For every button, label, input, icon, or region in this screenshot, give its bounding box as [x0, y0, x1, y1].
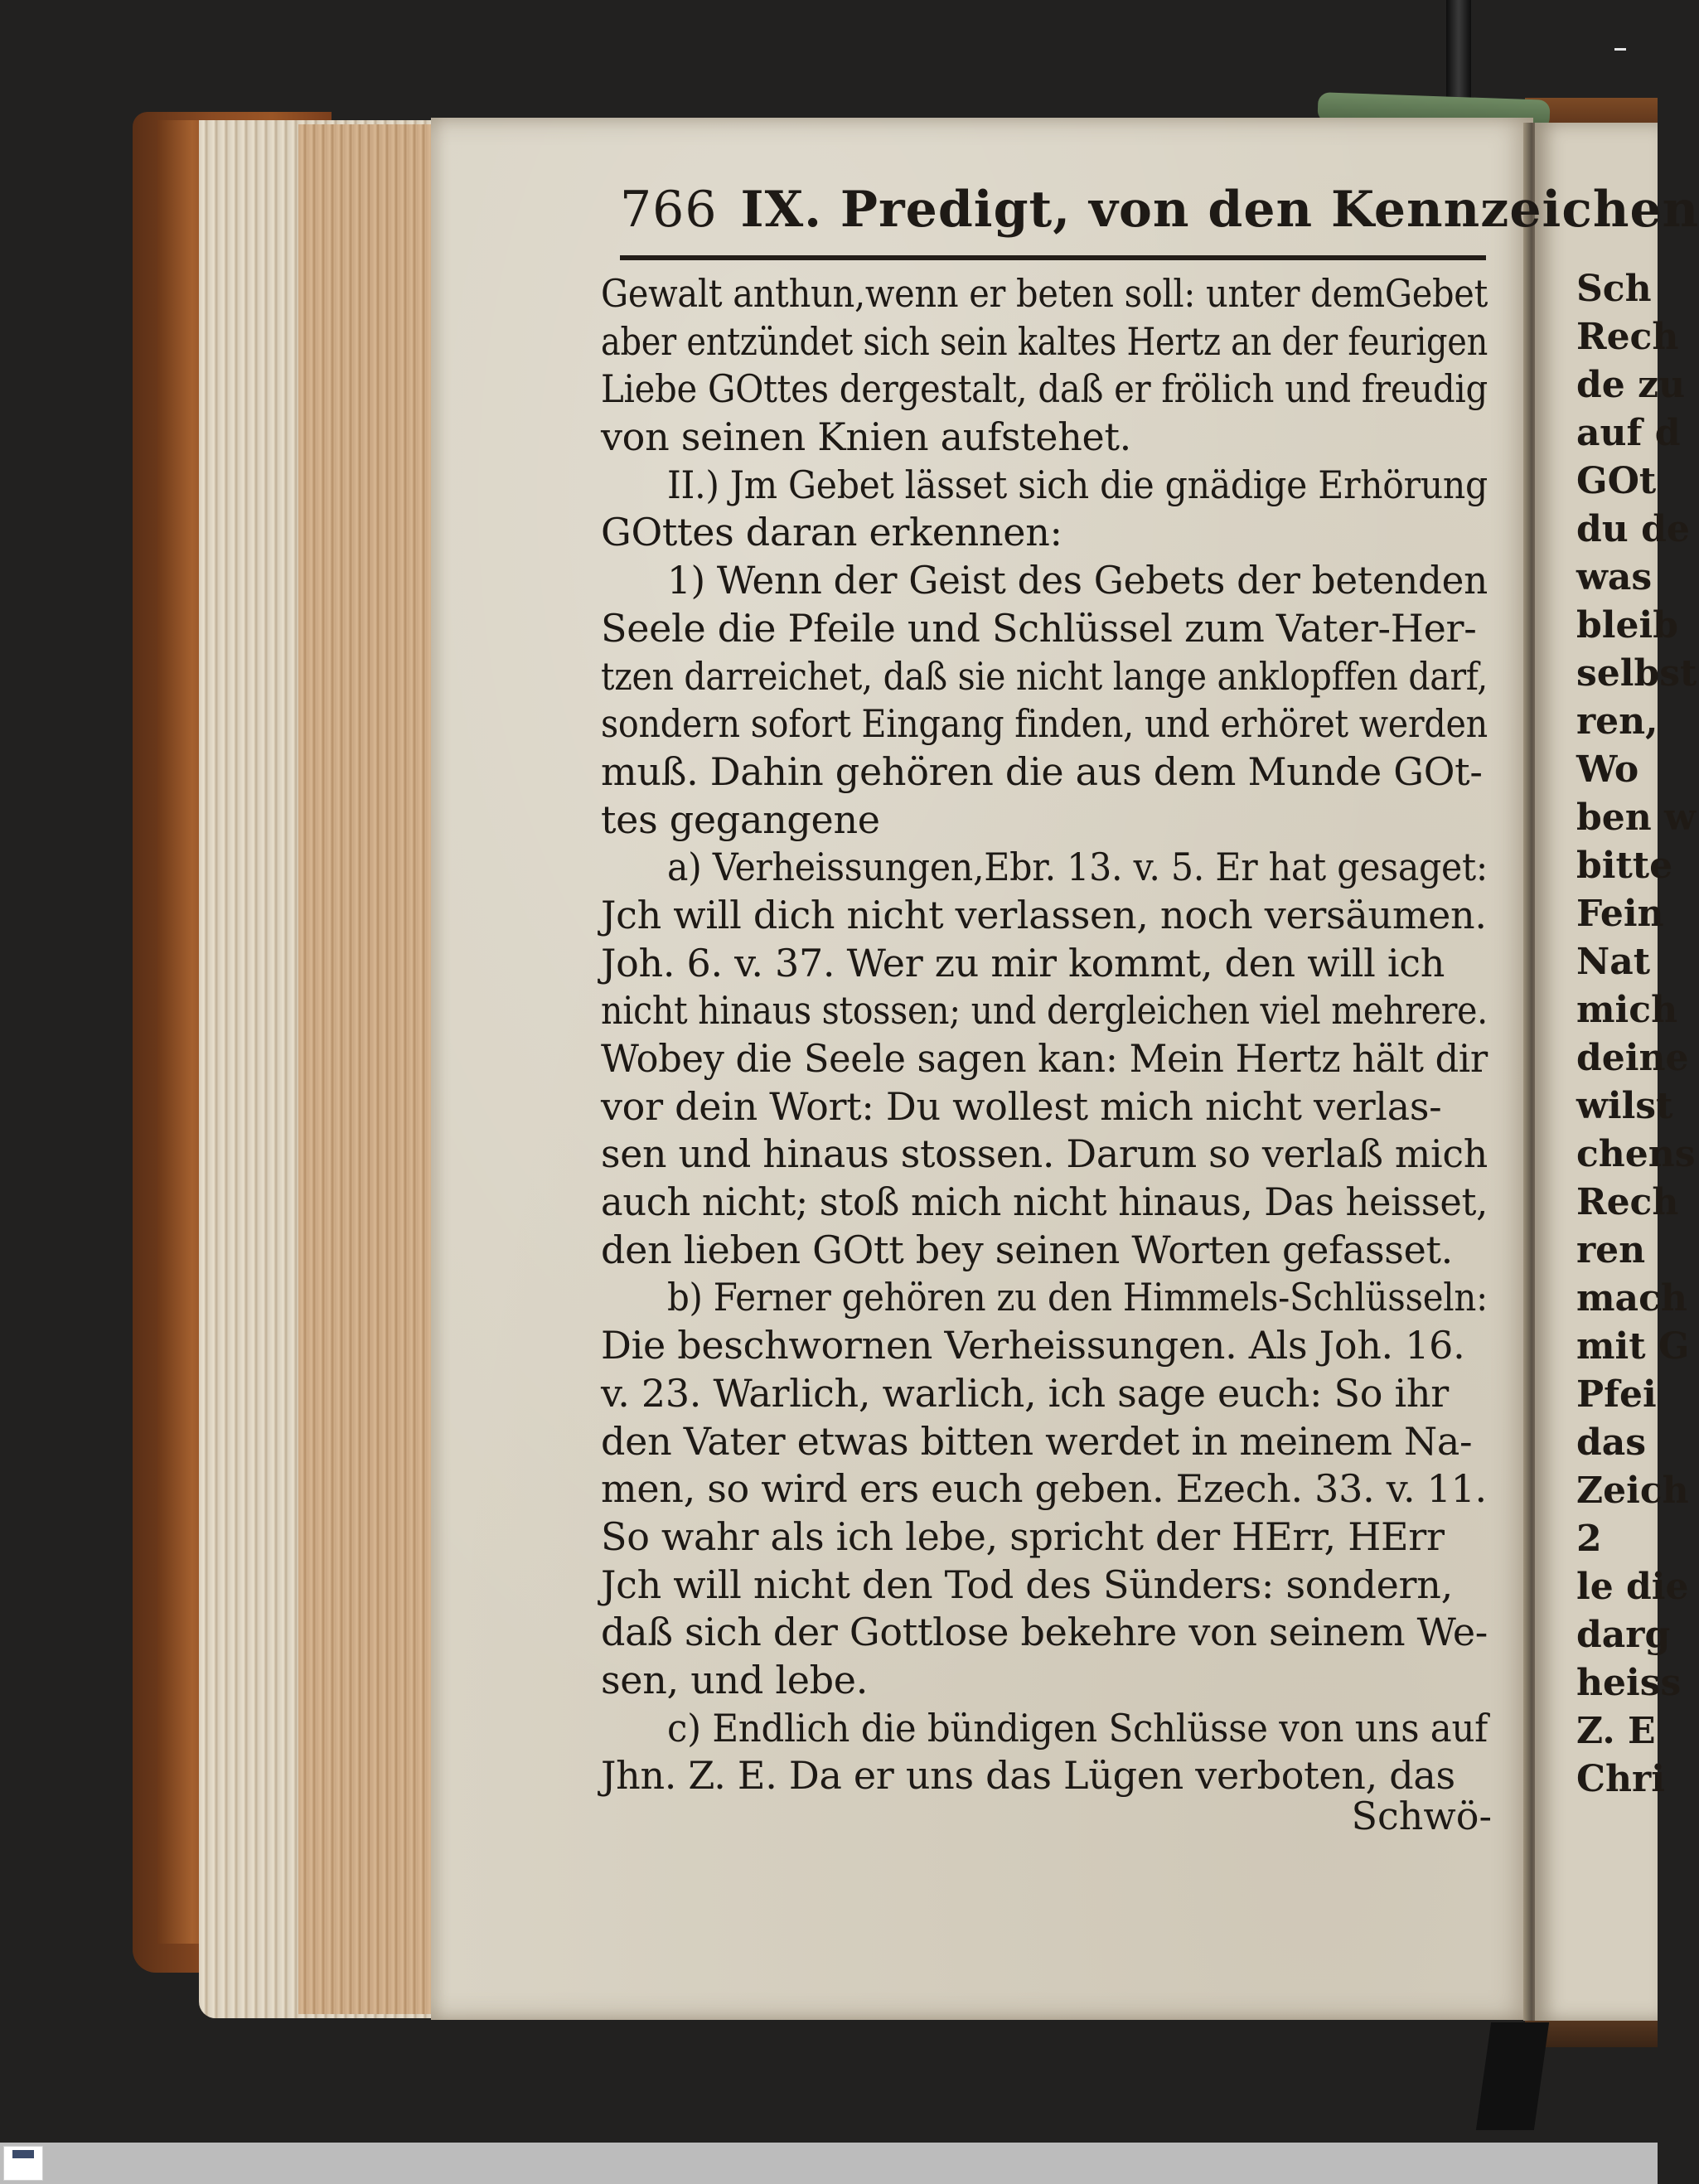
facing-line: GOt: [1576, 460, 1657, 502]
clasp-bottom: [1476, 2022, 1549, 2130]
facing-line: ren: [1576, 1229, 1646, 1271]
facing-line: de zu: [1576, 364, 1686, 406]
facing-line: Sch: [1576, 268, 1652, 310]
facing-line: wilst: [1576, 1085, 1673, 1127]
text-line: nicht hinaus stossen; und dergleichen viel mehrere.: [601, 988, 1488, 1034]
text-line: Die beschwornen Verheissungen. Als Joh. 16.: [601, 1323, 1465, 1368]
text-line: muß. Dahin gehören die aus dem Munde GOt-: [601, 748, 1483, 794]
viewer-footer-bar: [0, 2143, 1658, 2184]
text-line: c) Endlich die bündigen Schlüsse von uns auf: [667, 1705, 1488, 1751]
facing-line: darg: [1576, 1614, 1671, 1656]
text-line: Joh. 6. v. 37. Wer zu mir kommt, den will ich: [601, 940, 1445, 985]
running-head: [620, 181, 1699, 255]
facing-line: Chri: [1576, 1758, 1665, 1800]
facing-page-text: [1576, 265, 1697, 1881]
top-marker: [1614, 48, 1626, 51]
facing-line: le die: [1576, 1566, 1689, 1608]
facing-line: Fein: [1576, 893, 1664, 935]
text-line: v. 23. Warlich, warlich, ich sage euch: So ihr: [601, 1370, 1449, 1416]
facing-line: ben w: [1576, 797, 1696, 839]
facing-line: Rech: [1576, 316, 1679, 358]
facing-line: 2: [1576, 1518, 1602, 1560]
text-line: tes gegangene: [601, 797, 880, 842]
facing-line: heiss: [1576, 1662, 1682, 1704]
text-line: So wahr als ich lebe, spricht der HErr, HErr: [601, 1513, 1445, 1559]
text-line: auch nicht; stoß mich nicht hinaus, Das heisset,: [601, 1179, 1488, 1225]
facing-line: Wo: [1576, 748, 1639, 791]
facing-line: mich: [1576, 989, 1678, 1031]
facing-line: bleib: [1576, 604, 1678, 646]
facing-line: ren,: [1576, 700, 1658, 743]
text-line: 1) Wenn der Geist des Gebets der betenden: [667, 558, 1488, 603]
catchword: Schwö-: [1351, 1794, 1492, 1838]
facing-line: mach: [1576, 1277, 1687, 1320]
library-logo-mark: [12, 2150, 34, 2158]
facing-line: selbst: [1576, 652, 1697, 695]
facing-line: bitte: [1576, 845, 1673, 887]
text-line: vor dein Wort: Du wollest mich nicht verlas-: [601, 1083, 1442, 1129]
text-line: Liebe GOttes dergestalt, daß er frölich und freudig: [601, 366, 1488, 412]
facing-line: auf d: [1576, 412, 1681, 454]
library-logo: [3, 2146, 43, 2181]
facing-line: Nat: [1576, 941, 1651, 983]
text-line: sen, und lebe.: [601, 1657, 869, 1702]
page-number: 766: [620, 181, 718, 239]
facing-line: Z. E: [1576, 1710, 1656, 1752]
page-edges-inner: [298, 124, 439, 2014]
text-line: von seinen Knien aufstehet.: [601, 414, 1131, 460]
text-line: men, so wird ers euch geben. Ezech. 33. v. 11.: [601, 1466, 1487, 1512]
text-line: den Vater etwas bitten werdet in meinem Na-: [601, 1418, 1473, 1464]
facing-line: mit G: [1576, 1325, 1690, 1368]
facing-line: du de: [1576, 508, 1690, 550]
text-line: Wobey die Seele sagen kan: Mein Hertz hält dir: [601, 1036, 1488, 1081]
text-line: GOttes daran erkennen:: [601, 510, 1062, 555]
running-head-title: IX. Predigt, von den Kennzeichen: [740, 181, 1699, 239]
facing-line: Pfei: [1576, 1373, 1657, 1416]
facing-line: Rech: [1576, 1181, 1679, 1223]
text-line: sondern sofort Eingang finden, und erhöret werden: [601, 701, 1488, 747]
facing-line: deine: [1576, 1037, 1689, 1079]
text-line: Jch will dich nicht verlassen, noch versäumen.: [601, 892, 1487, 937]
text-line: Jch will nicht den Tod des Sünders: sondern,: [601, 1562, 1453, 1607]
text-line: Gewalt anthun,wenn er beten soll: unter demGebet: [601, 271, 1488, 316]
text-line: Jhn. Z. E. Da er uns das Lügen verboten, das: [601, 1753, 1455, 1799]
header-rule: [620, 255, 1486, 260]
text-line: II.) Jm Gebet lässet sich die gnädige Erhörung: [667, 462, 1488, 507]
facing-line: Zeich: [1576, 1470, 1689, 1512]
text-line: sen und hinaus stossen. Darum so verlaß mich: [601, 1131, 1488, 1177]
text-line: den lieben GOtt bey seinen Worten gefasset.: [601, 1227, 1454, 1272]
text-line: daß sich der Gottlose bekehre von seinem We-: [601, 1610, 1488, 1655]
facing-line: das: [1576, 1421, 1647, 1464]
body-text: [601, 270, 1489, 1862]
text-line: Seele die Pfeile und Schlüssel zum Vater-Her-: [601, 605, 1477, 651]
facing-line: was: [1576, 556, 1653, 598]
text-line: b) Ferner gehören zu den Himmels-Schlüsseln:: [667, 1275, 1488, 1320]
text-line: tzen darreichet, daß sie nicht lange anklopffen darf,: [601, 653, 1488, 699]
text-line: a) Verheissungen,Ebr. 13. v. 5. Er hat gesaget:: [667, 845, 1488, 890]
text-line: aber entzündet sich sein kaltes Hertz an der feurigen: [601, 318, 1488, 364]
facing-line: chens: [1576, 1133, 1696, 1175]
